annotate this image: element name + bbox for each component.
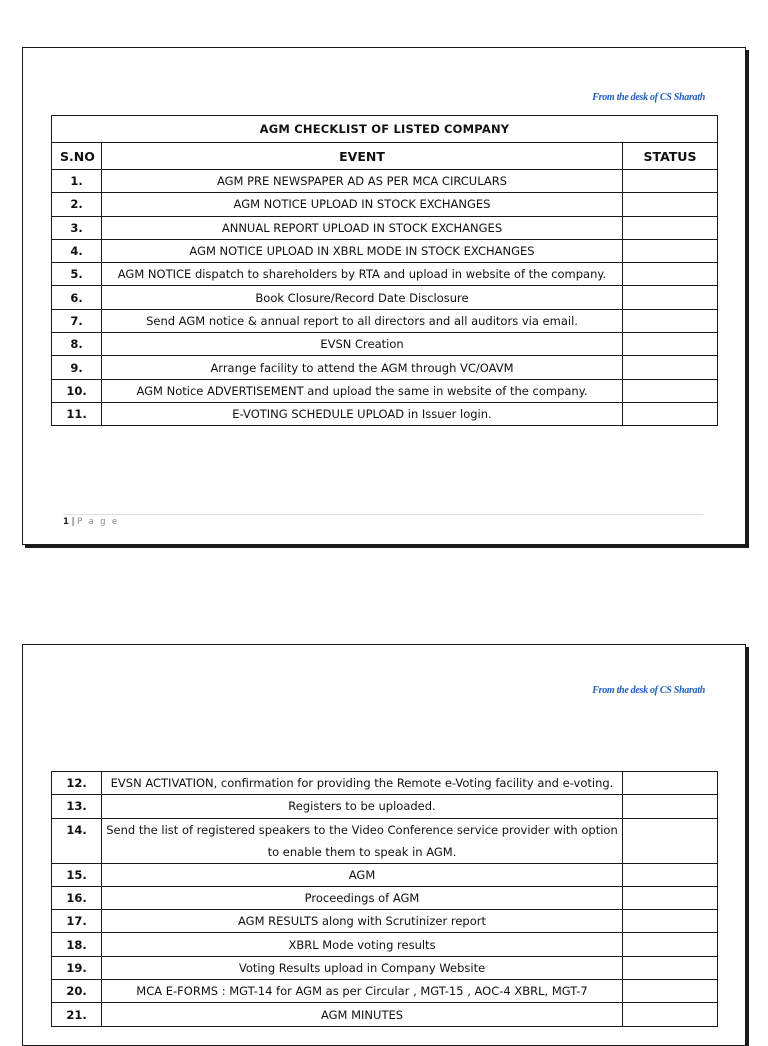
row-sno: 7. [52,309,102,332]
table-row [52,286,718,309]
table-row [52,193,718,216]
row-event: AGM Notice ADVERTISEMENT and upload the same in website of the company. [102,379,623,402]
row-event: EVSN Creation [102,333,623,356]
table-row [52,956,718,979]
row-status [623,818,718,863]
row-status [623,402,718,425]
row-event: XBRL Mode voting results [102,933,623,956]
row-status [623,216,718,239]
table-row [52,910,718,933]
row-sno: 20. [52,980,102,1003]
row-sno: 2. [52,193,102,216]
document-page-2 [22,644,746,1046]
row-status [623,1003,718,1026]
row-sno: 10. [52,379,102,402]
table-row [52,863,718,886]
table-title: AGM CHECKLIST OF LISTED COMPANY [52,116,718,143]
row-sno: 15. [52,863,102,886]
row-sno: 11. [52,402,102,425]
table-row [52,402,718,425]
footer-divider [63,514,703,515]
row-event: EVSN ACTIVATION, confirmation for providing the Remote e-Voting facility and e-voting. [102,772,623,795]
checklist-body-page-1 [52,170,718,426]
row-event: AGM MINUTES [102,1003,623,1026]
checklist-body-page-2 [52,772,718,1027]
row-sno: 13. [52,795,102,818]
row-event: AGM NOTICE dispatch to shareholders by RTA and upload in website of the company. [102,263,623,286]
table-row [52,239,718,262]
row-event: AGM [102,863,623,886]
table-row [52,379,718,402]
row-status [623,286,718,309]
table-row [52,818,718,863]
row-status [623,772,718,795]
row-sno: 21. [52,1003,102,1026]
page-number: 1 [63,517,69,527]
table-row [52,933,718,956]
page-footer [63,517,119,527]
row-status [623,863,718,886]
table-row [52,356,718,379]
checklist-table-page-1 [51,115,718,426]
attribution-text: From the desk of CS Sharath [592,92,705,103]
row-sno: 9. [52,356,102,379]
header-status: STATUS [623,143,718,170]
row-status [623,309,718,332]
header-event: EVENT [102,143,623,170]
row-sno: 8. [52,333,102,356]
footer-separator: | [71,517,75,527]
row-event: ANNUAL REPORT UPLOAD IN STOCK EXCHANGES [102,216,623,239]
row-sno: 12. [52,772,102,795]
row-status [623,910,718,933]
page-word: P a g e [77,517,119,527]
row-event: E-VOTING SCHEDULE UPLOAD in Issuer login. [102,402,623,425]
row-sno: 19. [52,956,102,979]
table-row [52,795,718,818]
row-event: Registers to be uploaded. [102,795,623,818]
row-status [623,379,718,402]
table-row [52,263,718,286]
row-event: AGM PRE NEWSPAPER AD AS PER MCA CIRCULARS [102,170,623,193]
row-sno: 1. [52,170,102,193]
row-event: Voting Results upload in Company Website [102,956,623,979]
row-status [623,956,718,979]
checklist-table-page-2 [51,771,718,1027]
row-sno: 17. [52,910,102,933]
header-sno: S.NO [52,143,102,170]
table-row [52,772,718,795]
row-sno: 16. [52,886,102,909]
row-sno: 14. [52,818,102,863]
row-status [623,263,718,286]
row-sno: 5. [52,263,102,286]
table-row [52,216,718,239]
row-event: Proceedings of AGM [102,886,623,909]
row-status [623,795,718,818]
attribution-text: From the desk of CS Sharath [592,685,705,696]
row-status [623,933,718,956]
row-status [623,193,718,216]
row-event: Send AGM notice & annual report to all directors and all auditors via email. [102,309,623,332]
row-status [623,239,718,262]
row-event: AGM NOTICE UPLOAD IN XBRL MODE IN STOCK EXCHANGES [102,239,623,262]
row-status [623,170,718,193]
table-row [52,886,718,909]
table-row [52,170,718,193]
row-sno: 18. [52,933,102,956]
table-row [52,309,718,332]
document-page-1 [22,47,746,545]
row-event: AGM NOTICE UPLOAD IN STOCK EXCHANGES [102,193,623,216]
row-sno: 6. [52,286,102,309]
table-row [52,1003,718,1026]
table-row [52,333,718,356]
row-event: MCA E-FORMS : MGT-14 for AGM as per Circular , MGT-15 , AOC-4 XBRL, MGT-7 [102,980,623,1003]
row-event: Arrange facility to attend the AGM through VC/OAVM [102,356,623,379]
row-status [623,980,718,1003]
row-status [623,333,718,356]
row-event: Send the list of registered speakers to the Video Conference service provider with option to enable them to speak in AGM. [102,818,623,863]
row-sno: 3. [52,216,102,239]
row-sno: 4. [52,239,102,262]
row-status [623,356,718,379]
row-event: AGM RESULTS along with Scrutinizer report [102,910,623,933]
row-event: Book Closure/Record Date Disclosure [102,286,623,309]
row-status [623,886,718,909]
table-row [52,980,718,1003]
